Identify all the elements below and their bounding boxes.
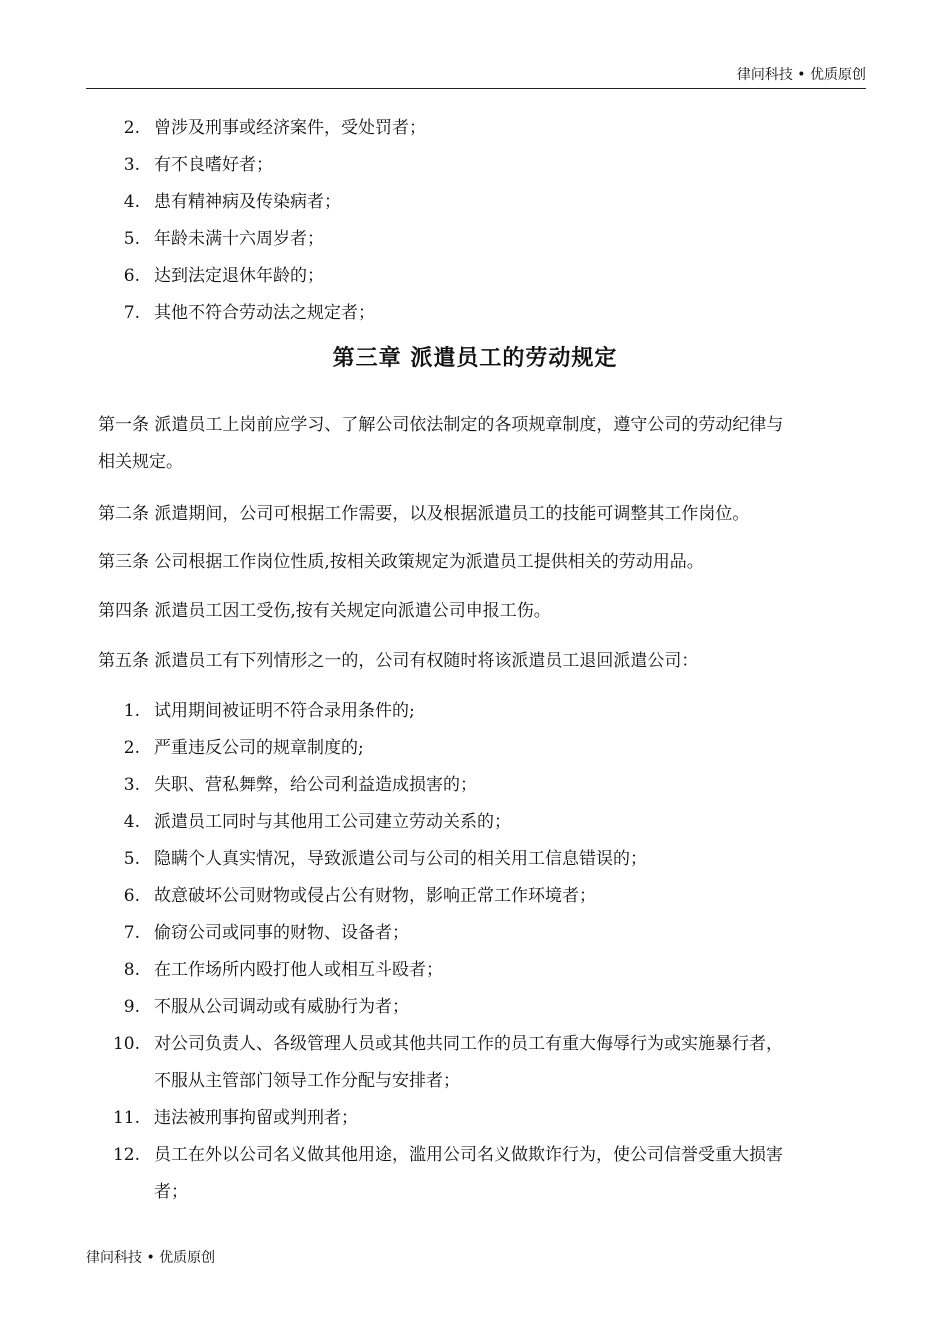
list-item-text: 不服从公司调动或有威胁行为者； bbox=[154, 997, 409, 1017]
article-line-continued: 相关规定。 bbox=[98, 452, 183, 472]
list-item-number: 12. bbox=[112, 1145, 140, 1165]
article-paragraph bbox=[98, 650, 866, 672]
list-item-text: 曾涉及刑事或经济案件，受处罚者； bbox=[154, 118, 426, 138]
article-paragraph bbox=[98, 414, 866, 473]
header-divider bbox=[86, 88, 866, 89]
list-item-number: 3. bbox=[123, 155, 140, 175]
list-item-number: 5. bbox=[123, 849, 140, 869]
article-line: 第三条 公司根据工作岗位性质,按相关政策规定为派遣员工提供相关的劳动用品。 bbox=[98, 552, 704, 572]
list-item-number: 4. bbox=[123, 192, 140, 212]
list-item-text: 违法被刑事拘留或判刑者； bbox=[154, 1108, 358, 1128]
list-item-text-continued: 者； bbox=[154, 1182, 188, 1202]
list-item-text: 失职、营私舞弊，给公司利益造成损害的； bbox=[154, 775, 477, 795]
list-item-number: 11. bbox=[112, 1108, 140, 1128]
page-header: 律问科技 • 优质原创 bbox=[736, 67, 866, 83]
list-item-number: 9. bbox=[123, 997, 140, 1017]
list-item-text: 派遣员工同时与其他用工公司建立劳动关系的； bbox=[154, 812, 511, 832]
list-item-number: 2. bbox=[123, 738, 140, 758]
list-item-number: 1. bbox=[123, 701, 140, 721]
list-item-number: 3. bbox=[123, 775, 140, 795]
list-item-text: 偷窃公司或同事的财物、设备者； bbox=[154, 923, 409, 943]
page-footer: 律问科技 • 优质原创 bbox=[86, 1250, 216, 1266]
article-paragraph bbox=[98, 503, 866, 525]
list-item-text: 在工作场所内殴打他人或相互斗殴者； bbox=[154, 960, 443, 980]
list-item-text-continued: 不服从主管部门领导工作分配与安排者； bbox=[154, 1071, 460, 1091]
list-item-text: 试用期间被证明不符合录用条件的; bbox=[154, 701, 415, 721]
article-line: 第一条 派遣员工上岗前应学习、了解公司依法制定的各项规章制度，遵守公司的劳动纪律与 bbox=[98, 415, 784, 435]
list-item-number: 10. bbox=[112, 1034, 140, 1054]
list-item-number: 7. bbox=[123, 303, 140, 323]
list-item-text: 对公司负责人、各级管理人员或其他共同工作的员工有重大侮辱行为或实施暴行者， bbox=[154, 1034, 783, 1054]
list-item-text: 达到法定退休年龄的； bbox=[154, 266, 324, 286]
list-item-number: 5. bbox=[123, 229, 140, 249]
list-item-text: 其他不符合劳动法之规定者； bbox=[154, 303, 375, 323]
article-line: 第五条 派遣员工有下列情形之一的，公司有权随时将该派遣员工退回派遣公司： bbox=[98, 651, 699, 671]
list-item-text: 年龄未满十六周岁者； bbox=[154, 229, 324, 249]
list-item-text: 故意破坏公司财物或侵占公有财物，影响正常工作环境者； bbox=[154, 886, 596, 906]
chapter-title: 第三章 派遣员工的劳动规定 bbox=[332, 346, 618, 371]
list-item-text: 有不良嗜好者； bbox=[154, 155, 273, 175]
article-line: 第四条 派遣员工因工受伤,按有关规定向派遣公司申报工伤。 bbox=[98, 601, 551, 621]
list-item-text: 员工在外以公司名义做其他用途，滥用公司名义做欺诈行为，使公司信誉受重大损害 bbox=[154, 1145, 783, 1165]
article-paragraph bbox=[98, 600, 866, 622]
list-item-number: 7. bbox=[123, 923, 140, 943]
list-item-number: 4. bbox=[123, 812, 140, 832]
list-item-text: 隐瞒个人真实情况，导致派遣公司与公司的相关用工信息错误的； bbox=[154, 849, 647, 869]
article-paragraph bbox=[98, 551, 866, 573]
list-item-text: 患有精神病及传染病者； bbox=[154, 192, 341, 212]
list-item-number: 6. bbox=[123, 886, 140, 906]
article-line: 第二条 派遣期间，公司可根据工作需要，以及根据派遣员工的技能可调整其工作岗位。 bbox=[98, 504, 750, 524]
list-item-number: 8. bbox=[123, 960, 140, 980]
list-item-number: 6. bbox=[123, 266, 140, 286]
list-item-number: 2. bbox=[123, 118, 140, 138]
list-item-text: 严重违反公司的规章制度的; bbox=[154, 738, 364, 758]
